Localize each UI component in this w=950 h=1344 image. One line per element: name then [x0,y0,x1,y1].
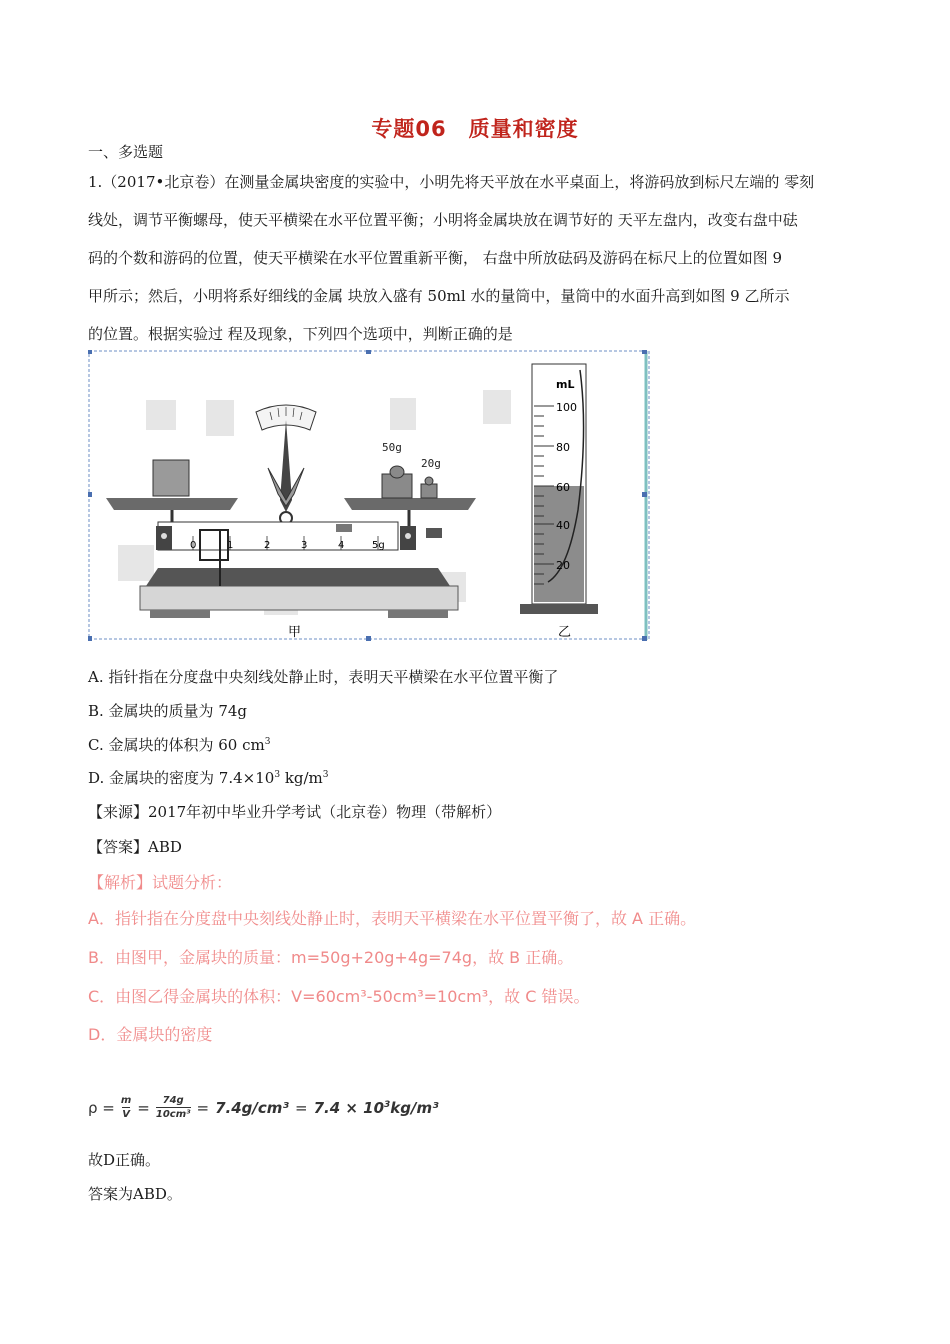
formula-rho: ρ = [88,1099,115,1117]
option-d-exp: 3 [274,770,281,780]
page-title: 专题06 质量和密度 [371,117,579,141]
option-d [88,767,329,788]
analysis-b: B．由图甲，金属块的质量：m=50g+20g+4g=74g，故 B 正确。 [88,948,574,967]
fraction-numerator: m [120,1095,132,1106]
fraction-m-v [121,1095,131,1121]
analysis-d: D．金属块的密度 [88,1025,213,1044]
section-heading: 一、多选题 [88,143,164,161]
analysis-c: C．由图乙得金属块的体积：V=60cm³-50cm³=10cm³，故 C 错误。 [88,987,590,1006]
cylinder-tick: 100 [556,401,577,414]
formula-equals: = [294,1099,308,1117]
question-line: 的位置。根据实验过 程及现象，下列四个选项中，判断正确的是 [88,325,513,343]
cylinder-tick: 60 [556,481,570,494]
ruler-tick: 1 [227,540,234,551]
cylinder-tick: 80 [556,441,570,454]
formula-result-unit: kg/m³ [390,1099,439,1117]
formula-result-kg [314,1099,439,1117]
ruler-tick: 3 [301,540,308,551]
option-d-unit-exp: 3 [322,770,329,780]
ruler-tick: 0 [190,540,197,551]
ruler-tick: 4 [338,540,345,551]
fraction-values [156,1095,191,1121]
option-c [88,734,270,755]
fraction-denominator: V [122,1109,130,1120]
figure-caption-jia: 甲 [288,625,302,640]
formula-result-g: 7.4g/cm³ [215,1099,289,1117]
question-line: 1.（2017•北京卷）在测量金属块密度的实验中，小明先将天平放在水平桌面上，将游码放到标尺左端的 零刻 [88,173,815,191]
formula-equals: = [137,1099,150,1117]
question-line: 码的个数和游码的位置，使天平横梁在水平位置重新平衡， 右盘中所放砝码及游码在标尺上的位置如图 9 [88,249,783,267]
option-d-unit: kg/m [280,769,323,787]
option-a: A. 指针指在分度盘中央刻线处静止时，表明天平横梁在水平位置平衡了 [88,668,559,686]
ruler-tick: 5g [372,540,385,551]
cylinder-tick: 40 [556,519,570,532]
question-text [88,163,866,353]
formula-equals: = [196,1099,210,1117]
analysis-heading: 【解析】试题分析： [88,873,233,892]
option-c-text: C. 金属块的体积为 60 cm [88,736,265,754]
final-answer: 答案为ABD。 [88,1185,182,1203]
cylinder-tick: 20 [556,559,570,572]
option-d-text: D. 金属块的密度为 7.4×10 [88,769,275,787]
balance-cylinder-figure [88,350,652,642]
ruler-tick: 2 [264,540,271,551]
figure-caption-yi: 乙 [558,625,572,640]
cylinder-unit: mL [556,378,575,391]
formula-result-exp: 3 [384,1100,391,1110]
fraction-numerator: 74g [162,1095,184,1106]
source-line: 【来源】2017年初中毕业升学考试（北京卷）物理（带解析） [88,803,502,821]
option-c-exp: 3 [264,737,271,747]
conclusion-d: 故D正确。 [88,1151,161,1169]
weight-50g-label: 50g [382,441,402,454]
fraction-denominator: 10cm³ [155,1109,191,1120]
weight-20g-label: 20g [421,457,441,470]
analysis-a: A．指针指在分度盘中央刻线处静止时，表明天平横梁在水平位置平衡了，故 A 正确。 [88,909,697,928]
formula-result-base: 7.4 × 10 [313,1099,385,1117]
question-line: 线处，调节平衡螺母，使天平横梁在水平位置平衡；小明将金属块放在调节好的 天平左盘内，改变右盘中砝 [88,211,798,229]
density-formula [88,1092,439,1124]
answer-line: 【答案】ABD [88,838,182,856]
option-b: B. 金属块的质量为 74g [88,702,248,720]
question-line: 甲所示；然后，小明将系好细线的金属 块放入盛有 50ml 水的量筒中，量筒中的水面升高到如图 9 乙所示 [88,287,790,305]
